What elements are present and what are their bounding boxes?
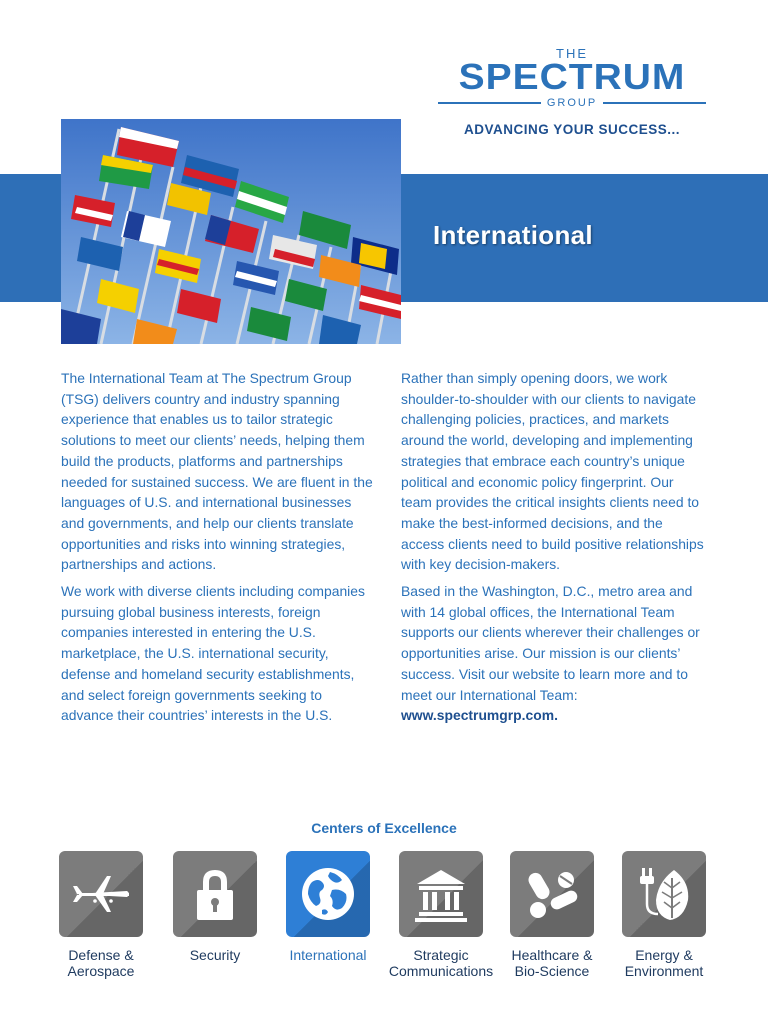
right-paragraph-1: Rather than simply opening doors, we work shoulder-to-shoulder with our clients to navigate challenging policies, practices, and markets around the world, developing and implementing strategies that embrace each country’s unique political and economic policy fingerprint. Our team provides the critical insights clients need to make the best-informed decisions, and the access clients need to build positive relationships with key decision-makers. — [401, 370, 704, 573]
center-security[interactable] — [159, 851, 271, 963]
spectrum-logo — [436, 46, 708, 142]
logo-rule-right — [603, 102, 706, 104]
center-energy-label — [608, 947, 720, 979]
center-strategic-label-line2: Communications — [388, 963, 494, 979]
left-text-column — [61, 368, 373, 732]
logo-the-text: THE — [556, 46, 588, 61]
logo-group-row — [438, 96, 706, 110]
center-defense-tile[interactable] — [59, 851, 143, 937]
center-healthcare[interactable] — [496, 851, 608, 979]
flags-photo — [61, 119, 401, 344]
logo-tagline: ADVANCING YOUR SUCCESS... — [463, 122, 681, 137]
center-energy[interactable] — [608, 851, 720, 979]
left-paragraph-2: We work with diverse clients including companies pursuing global business interests, foreign companies interested in entering the U.S. marketplace, the U.S. international security, defense and homeland security establishments, and select foreign governments seeking to advance their countries’ interests in the U.S. — [61, 583, 365, 724]
left-paragraph-1: The International Team at The Spectrum Group (TSG) delivers country and industry spanning experience that enables us to tailor strategic solutions to meet our clients’ needs, helping them build the products, platforms and partnerships needed for sustained success. We are fluent in the languages of U.S. and international businesses and governments, and help our clients translate opportunities and risks into winning strategies, partnerships and actions. — [61, 370, 373, 573]
center-strategic-label — [385, 947, 497, 979]
center-security-tile[interactable] — [173, 851, 257, 937]
center-defense[interactable] — [45, 851, 157, 979]
center-healthcare-tile[interactable] — [510, 851, 594, 937]
page-title: International — [433, 220, 593, 250]
center-healthcare-label-line1: Healthcare & — [511, 947, 593, 963]
center-defense-label-line1: Defense & — [68, 947, 134, 963]
center-defense-label — [45, 947, 157, 979]
center-defense-label-line2: Aerospace — [67, 963, 135, 979]
right-paragraph-2 — [401, 581, 707, 726]
center-international-tile[interactable] — [286, 851, 370, 937]
center-energy-label-line2: Environment — [624, 963, 704, 979]
pills-icon — [522, 864, 582, 924]
center-strategic[interactable] — [385, 851, 497, 979]
center-strategic-tile[interactable] — [399, 851, 483, 937]
padlock-icon — [185, 864, 245, 924]
center-healthcare-label-line2: Bio-Science — [514, 963, 590, 979]
logo-group-text: GROUP — [546, 97, 598, 109]
airplane-icon — [71, 864, 131, 924]
right-paragraph-2-text: Based in the Washington, D.C., metro area and with 14 global offices, the International Team supports our clients wherever their challenges or opportunities arise. Our mission is our clients’ success. Visit our website to learn more and to meet our International Team: — [401, 583, 700, 703]
center-healthcare-label — [496, 947, 608, 979]
centers-row — [50, 851, 718, 991]
center-energy-tile[interactable] — [622, 851, 706, 937]
centers-title: Centers of Excellence — [311, 820, 457, 836]
center-energy-label-line1: Energy & — [635, 947, 693, 963]
center-security-label — [159, 947, 271, 963]
logo-name-text: SPECTRUM — [458, 57, 686, 98]
center-international-label — [272, 947, 384, 963]
center-security-label-line1: Security — [189, 947, 241, 963]
building-icon — [411, 864, 471, 924]
center-strategic-label-line1: Strategic — [413, 947, 469, 963]
logo-rule-left — [438, 102, 541, 104]
globe-icon — [298, 864, 358, 924]
center-international[interactable] — [272, 851, 384, 963]
leaf-plug-icon — [634, 864, 694, 924]
right-text-column — [401, 368, 707, 732]
website-link[interactable]: www.spectrumgrp.com. — [401, 707, 558, 724]
center-international-label-line1: International — [289, 947, 367, 963]
